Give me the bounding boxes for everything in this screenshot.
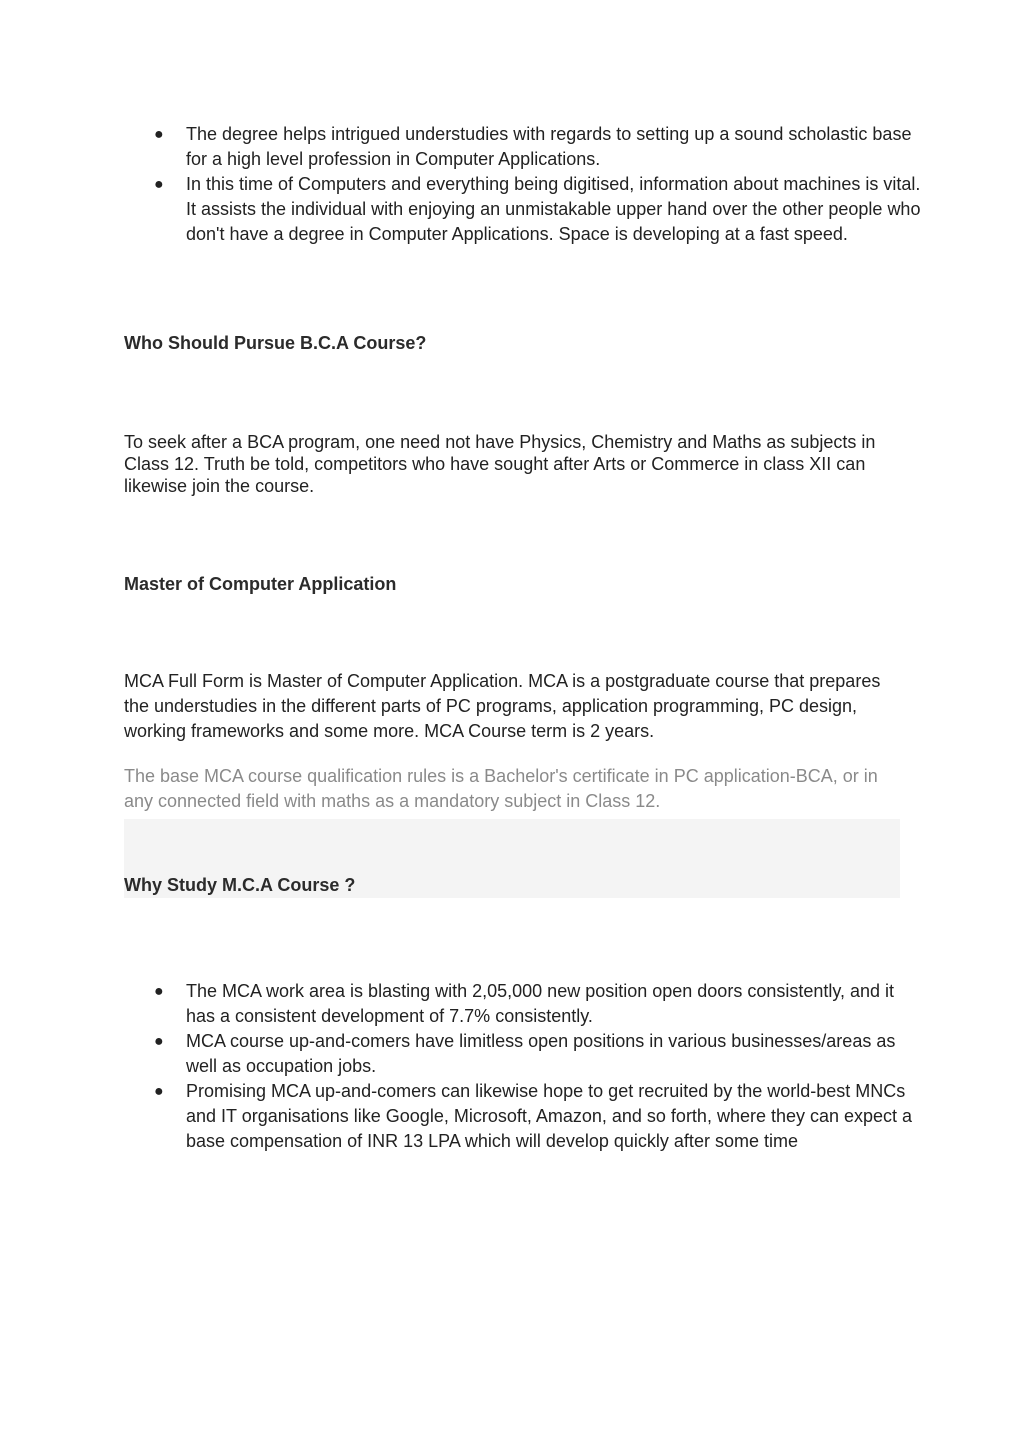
list-item xyxy=(124,1079,924,1154)
list-item xyxy=(124,122,924,172)
section-heading-why-mca: Why Study M.C.A Course ? xyxy=(124,875,356,895)
list-item-text: MCA course up-and-comers have limitless open positions in various businesses/areas as well as occupation jobs. xyxy=(186,1031,896,1076)
section-heading-mca: Master of Computer Application xyxy=(124,574,397,594)
mca-paragraph: MCA Full Form is Master of Computer Application. MCA is a postgraduate course that prepares the understudies in the different parts of PC programs, application programming, PC design, working frameworks and some more. MCA Course term is 2 years. xyxy=(124,671,881,741)
list-item xyxy=(124,172,924,247)
list-item xyxy=(124,1029,924,1079)
list-item xyxy=(124,979,924,1029)
list-item-text: Promising MCA up-and-comers can likewise hope to get recruited by the world-best MNCs and IT organisations like Google, Microsoft, Amazon, and so forth, where they can expect a base compensation of INR 13 LPA which will develop quickly after some time xyxy=(186,1081,913,1151)
bullet-icon: ● xyxy=(154,1033,164,1050)
bullet-icon: ● xyxy=(154,1083,164,1100)
bullet-icon: ● xyxy=(154,983,164,1000)
intro-bullet-list xyxy=(124,122,924,247)
bullet-icon: ● xyxy=(154,126,164,143)
bca-paragraph: To seek after a BCA program, one need not have Physics, Chemistry and Maths as subjects in Class 12. Truth be told, competitors who have sought after Arts or Commerce in class XII can likewise join the course. xyxy=(124,432,876,496)
list-item-text: The degree helps intrigued understudies with regards to setting up a sound scholastic base for a high level profession in Computer Applications. xyxy=(186,124,912,169)
section-heading-bca: Who Should Pursue B.C.A Course? xyxy=(124,333,427,353)
why-mca-bullet-list xyxy=(124,979,924,1154)
mca-eligibility-paragraph: The base MCA course qualification rules is a Bachelor's certificate in PC application-BCA, or in any connected field with maths as a mandatory subject in Class 12. xyxy=(124,766,878,811)
list-item-text: The MCA work area is blasting with 2,05,000 new position open doors consistently, and it has a consistent development of 7.7% consistently. xyxy=(186,981,895,1026)
list-item-text: In this time of Computers and everything being digitised, information about machines is vital. It assists the individual with enjoying an unmistakable upper hand over the other people who don't have a degree in Computer Applications. Space is developing at a fast speed. xyxy=(186,174,921,244)
bullet-icon: ● xyxy=(154,176,164,193)
